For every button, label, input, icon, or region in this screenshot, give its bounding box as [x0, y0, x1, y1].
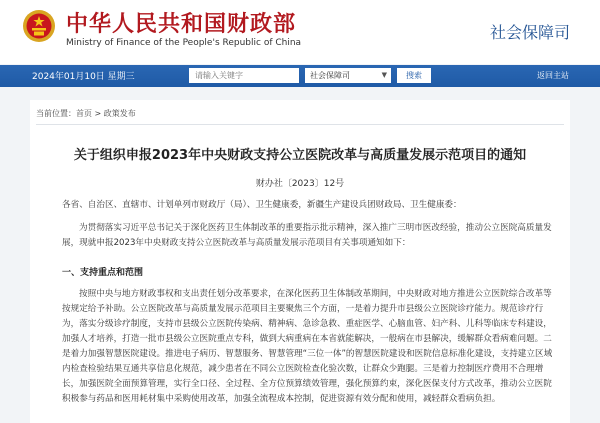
- search-scope-select[interactable]: [305, 68, 391, 83]
- current-date: 2024年01月10日 星期三: [32, 72, 135, 82]
- national-emblem-icon: [22, 9, 56, 43]
- section-body-paragraph: 按照中央与地方财政事权和支出责任划分改革要求，在深化医药卫生体制改革期间，中央财政对地方推进公立医院综合改革等按规定给予补助。公立医院改革与高质量发展示范项目主要聚焦三个方面，一是着力提升市县级公立医院诊疗能力。规范诊疗行为，落实分级诊疗制度，支持市县级公立医院传染病、精神病、急诊急救、重症医学、心脑血管、妇产科、儿科等临床专科建设，加强人才培养，打造一批市县级公立医院重点专科，做到大病重病在本省就能解决，一般病在市县解决，缓解群众看病难问题。二是着力加强智慧医院建设。推进电子病历、智慧服务、智慧管理“三位一体”的智慧医院建设和医院信息标准化建设，支持建立区域内检查检验结果互通共享信息化规范，减少患者在不同公立医院检查化验次数，让群众少跑腿。三是着力控制医疗费用不合理增长，加强医院全面预算管理，实行全口径、全过程、全方位预算绩效管理，强化预算约束，深化医保支付方式改革，推动公立医院积极参与药品和医用耗材集中采购使用改革，加强全流程成本控制，促进资源有效分配和使用，减轻群众看病负担。: [62, 289, 553, 404]
- department-name[interactable]: 社会保障司: [489, 23, 570, 42]
- search-input[interactable]: [189, 68, 299, 83]
- chevron-down-icon: ▼: [381, 71, 387, 79]
- back-to-main-site-link[interactable]: 返回主站: [537, 71, 569, 80]
- document-number: 财办社〔2023〕12号: [255, 179, 345, 189]
- divider: [36, 124, 564, 125]
- article-title: 关于组织申报2023年中央财政支持公立医院改革与高质量发展示范项目的通知: [73, 148, 527, 163]
- breadcrumb: [36, 108, 136, 119]
- ministry-name: 中华人民共和国财政部: [66, 12, 297, 37]
- addressee-line: 各省、自治区、直辖市、计划单列市财政厅（局）、卫生健康委，新疆生产建设兵团财政局、卫生健康委：: [62, 200, 462, 210]
- breadcrumb-separator: >: [92, 109, 104, 118]
- ministry-name-english: Ministry of Finance of the People's Republic of China: [66, 38, 302, 48]
- site-header: [0, 0, 600, 64]
- search-button[interactable]: 搜索: [397, 68, 431, 83]
- section-heading: 一、支持重点和范围: [62, 268, 144, 278]
- intro-paragraph: 为贯彻落实习近平总书记关于深化医药卫生体制改革的重要指示批示精神，深入推广三明市医改经验，推动公立医院高质量发展，现就申报2023年中央财政支持公立医院改革与高质量发展示范项目有关事项通知如下：: [62, 223, 552, 248]
- breadcrumb-home-link[interactable]: 首页: [76, 109, 92, 118]
- search-scope-value: 社会保障司: [310, 71, 350, 80]
- breadcrumb-section-link[interactable]: 政策发布: [103, 109, 136, 118]
- top-navbar: [0, 65, 600, 87]
- breadcrumb-prefix: 当前位置：: [36, 109, 76, 118]
